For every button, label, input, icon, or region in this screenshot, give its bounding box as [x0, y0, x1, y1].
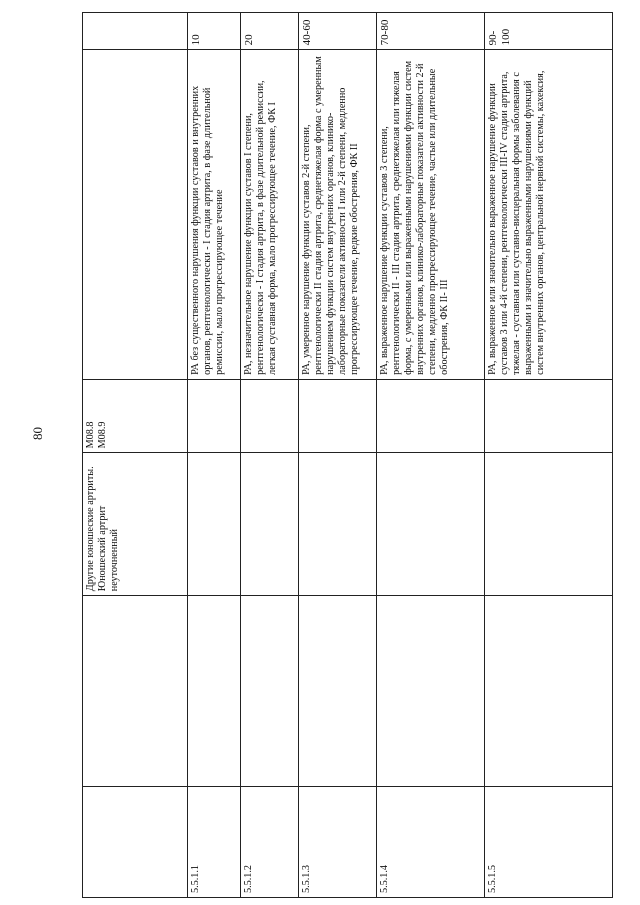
table-cell [377, 453, 485, 596]
table-cell [83, 50, 188, 379]
table-cell [188, 453, 241, 596]
table-cell [299, 453, 377, 596]
row-description: РА, выраженное нарушение функции суставов 3 степени, рентгенологически II - III стадия артрита, среднетяжелая или тяжелая форма, с умеренными или выраженными нарушениями функции систем внутренних органов, клинико-лабораторные показатели активности 2-й степени, медленно прогрессирующее течение, частые или длительные обострения, ФК II- III [377, 50, 485, 379]
table-row [241, 13, 299, 898]
row-description: РА, выраженное или значительно выраженное нарушение функции суставов 3 или 4-й степени, рентгенологически III-IV стадии артрита, тяжелая - суставная или суставно-висцеральная формы заболевания с выраженными и значительно выраженными нарушениями функций систем внутренних органов, центральной нервной системы, кахексия, [485, 50, 613, 379]
diagnosis-names-cell [83, 453, 188, 596]
page-number: 80 [30, 427, 45, 440]
table-row [83, 13, 188, 898]
row-description: РА, умеренное нарушение функции суставов 2-й степени, рентгенологически II стадия артрита, среднетяжелая форма с умеренным нарушением функции систем внутренних органов, клинико-лабораторные показатели активности I или 2-й степени, медленно прогрессирующее течение, редкие обострения, ФК II [299, 50, 377, 379]
table-cell [299, 379, 377, 453]
table-cell [241, 379, 299, 453]
row-percent: 20 [241, 13, 299, 50]
icd-codes-cell [83, 379, 188, 453]
diagnosis-name: Другие юношеские артриты. [85, 466, 96, 592]
row-percent: 70-80 [377, 13, 485, 50]
row-code: 5.5.1.5 [485, 787, 613, 898]
row-code: 5.5.1.4 [377, 787, 485, 898]
table-row [485, 13, 613, 898]
diagnosis-name: Юношеский артрит неуточненный [97, 505, 121, 592]
row-code: 5.5.1.1 [188, 787, 241, 898]
row-code: 5.5.1.3 [299, 787, 377, 898]
table-cell [83, 596, 188, 787]
row-description: РА, незначительное нарушение функции суставов I степени, рентгенологически - I стадия артрита, в фазе длительной ремиссии, легкая суставная форма, мало прогрессирующее течение, ФК I [241, 50, 299, 379]
table-cell [241, 453, 299, 596]
table-cell [241, 596, 299, 787]
criteria-table-rotated [82, 12, 612, 898]
criteria-table [82, 12, 613, 898]
row-code: 5.5.1.2 [241, 787, 299, 898]
table-cell [83, 787, 188, 898]
row-description: РА без существенного нарушения функции суставов и внутренних органов, рентгенологически - I стадия артрита, в фазе длительной ремиссии, мало прогрессирующее течение [188, 50, 241, 379]
table-cell [485, 379, 613, 453]
table-cell [485, 453, 613, 596]
row-percent: 90-100 [485, 13, 613, 50]
table-cell [83, 13, 188, 50]
table-cell [485, 596, 613, 787]
table-row [377, 13, 485, 898]
icd-code: М08.9 [97, 421, 109, 449]
table-cell [377, 379, 485, 453]
table-row [299, 13, 377, 898]
icd-code: М08.8 [85, 421, 96, 449]
row-percent: 40-60 [299, 13, 377, 50]
table-cell [299, 596, 377, 787]
row-percent: 10 [188, 13, 241, 50]
table-cell [188, 379, 241, 453]
table-cell [377, 596, 485, 787]
table-cell [188, 596, 241, 787]
table-row [188, 13, 241, 898]
